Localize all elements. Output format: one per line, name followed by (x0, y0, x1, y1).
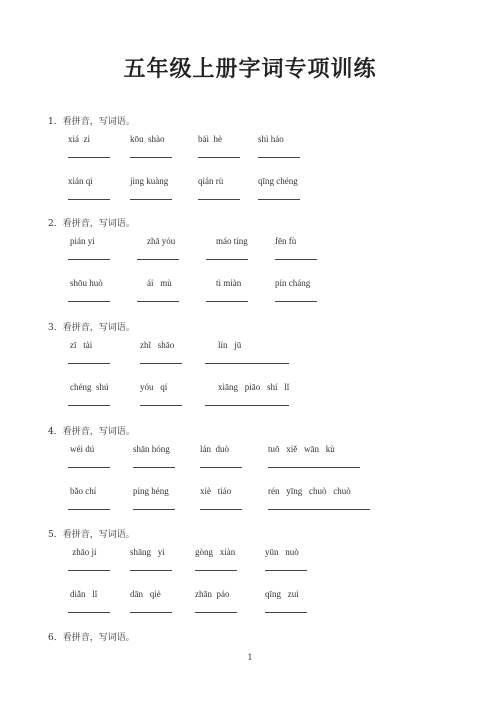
answer-blank[interactable] (198, 157, 240, 158)
answer-blank[interactable] (265, 570, 307, 571)
pinyin-prompt: yóu qí (140, 382, 168, 392)
answer-blank[interactable] (265, 612, 307, 613)
pinyin-prompt: xiá zi (68, 134, 90, 144)
pinyin-prompt: zhāo jí (70, 547, 97, 557)
question-label: 5．看拼音，写词语。 (48, 530, 135, 540)
question-label: 4．看拼音，写词语。 (48, 427, 135, 437)
answer-blank[interactable] (258, 199, 300, 200)
pinyin-prompt: máo tíng (216, 236, 248, 246)
pinyin-prompt: yūn nuò (265, 547, 299, 557)
answer-blank[interactable] (206, 301, 248, 302)
pinyin-prompt: lín jū (218, 340, 242, 350)
answer-blank[interactable] (130, 570, 172, 571)
answer-blank[interactable] (130, 199, 172, 200)
pinyin-prompt: shān hóng (133, 444, 170, 454)
pinyin-prompt: shì háo (258, 134, 284, 144)
pinyin-prompt: zhān páo (195, 589, 230, 599)
pinyin-prompt: xiè tiáo (200, 486, 232, 496)
answer-blank[interactable] (140, 405, 182, 406)
answer-blank[interactable] (133, 509, 175, 510)
answer-blank[interactable] (137, 259, 179, 260)
pinyin-prompt: qīng chéng (258, 176, 298, 186)
pinyin-prompt: qīng zuì (265, 589, 299, 599)
answer-blank[interactable] (68, 259, 110, 260)
pinyin-prompt: rén yīng chuò chuò (268, 486, 351, 496)
page-number: 1 (247, 653, 253, 662)
answer-blank[interactable] (195, 570, 237, 571)
pinyin-prompt: shāng yì (130, 547, 165, 557)
answer-blank[interactable] (198, 199, 240, 200)
pinyin-prompt: tuō xiě wān kù (268, 444, 335, 454)
pinyin-prompt: wéi dú (70, 444, 95, 454)
answer-blank[interactable] (275, 259, 317, 260)
answer-blank[interactable] (68, 405, 110, 406)
answer-blank[interactable] (133, 467, 175, 468)
pinyin-prompt: jìng kuàng (130, 176, 169, 186)
answer-blank[interactable] (205, 363, 289, 364)
pinyin-prompt: kōu shào (130, 134, 165, 144)
pinyin-prompt: xián qì (68, 176, 93, 186)
answer-blank[interactable] (68, 467, 110, 468)
pinyin-prompt: gòng xiàn (195, 547, 236, 557)
pinyin-prompt: ái mù (147, 278, 172, 288)
pinyin-prompt: zī tài (70, 340, 93, 350)
answer-blank[interactable] (68, 301, 110, 302)
question-label: 3．看拼音，写词语。 (48, 323, 135, 333)
pinyin-prompt: pín cháng (275, 278, 311, 288)
pinyin-prompt: xiāng piāo shí lǐ (218, 382, 290, 392)
pinyin-prompt: píng héng (133, 486, 169, 496)
pinyin-prompt: zhǐ shāo (140, 340, 175, 350)
page-title: 五年级上册字词专项训练 (123, 57, 377, 82)
answer-blank[interactable] (68, 509, 110, 510)
answer-blank[interactable] (268, 467, 360, 468)
answer-blank[interactable] (200, 467, 242, 468)
pinyin-prompt: shōu huò (70, 278, 103, 288)
question-label: 1．看拼音，写词语。 (48, 117, 135, 127)
answer-blank[interactable] (205, 405, 289, 406)
answer-blank[interactable] (68, 363, 110, 364)
question-label: 2．看拼音，写词语。 (48, 219, 135, 229)
pinyin-prompt: bái hè (198, 134, 222, 144)
pinyin-prompt: tì miàn (216, 278, 242, 288)
answer-blank[interactable] (275, 301, 317, 302)
answer-blank[interactable] (68, 612, 110, 613)
answer-blank[interactable] (68, 157, 110, 158)
answer-blank[interactable] (130, 157, 172, 158)
pinyin-prompt: pián yi (70, 236, 95, 246)
answer-blank[interactable] (200, 509, 242, 510)
answer-blank[interactable] (268, 509, 370, 510)
answer-blank[interactable] (140, 363, 182, 364)
pinyin-prompt: dān qiè (130, 589, 161, 599)
question-label: 6．看拼音，写词语。 (48, 633, 135, 643)
answer-blank[interactable] (206, 259, 248, 260)
pinyin-prompt: bǎo chí (70, 486, 97, 496)
pinyin-prompt: qián rù (198, 176, 224, 186)
answer-blank[interactable] (68, 570, 110, 571)
pinyin-prompt: zhā yóu (147, 236, 176, 246)
answer-blank[interactable] (68, 199, 110, 200)
answer-blank[interactable] (137, 301, 179, 302)
pinyin-prompt: fēn fù (275, 236, 297, 246)
pinyin-prompt: lán duò (200, 444, 229, 454)
answer-blank[interactable] (130, 612, 172, 613)
answer-blank[interactable] (258, 157, 300, 158)
pinyin-prompt: diǎn lǐ (70, 589, 98, 599)
answer-blank[interactable] (195, 612, 237, 613)
pinyin-prompt: chéng shú (70, 382, 109, 392)
